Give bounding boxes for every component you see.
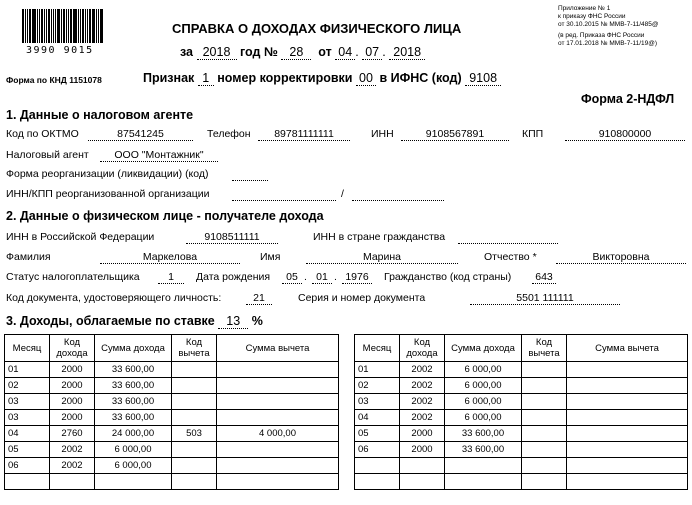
reorg-form-field [232, 168, 268, 181]
table-cell: 2000 [50, 378, 95, 394]
knd-code: Форма по КНД 1151078 [6, 75, 102, 85]
tax-agent-field: ООО "Монтажник" [100, 149, 218, 162]
table-cell: 01 [355, 362, 400, 378]
reorg-inn-label: ИНН/КПП реорганизованной организации [6, 188, 210, 200]
doc-series-label: Серия и номер документа [298, 292, 426, 304]
table-row [355, 458, 688, 474]
day-field: 04 [335, 45, 355, 60]
dot-2: . [382, 45, 386, 59]
status-label: Статус налогоплательщика [6, 271, 140, 283]
table-cell: 02 [355, 378, 400, 394]
table-cell [217, 362, 339, 378]
table-row [355, 362, 688, 378]
col-income-code: Код дохода [50, 335, 95, 362]
oktmo-label: Код по ОКТМО [6, 128, 79, 140]
table-cell: 06 [355, 442, 400, 458]
note-line-1: Приложение № 1 [558, 5, 611, 12]
table-cell [522, 362, 567, 378]
table-cell [172, 394, 217, 410]
doc-code-field: 21 [246, 292, 272, 305]
col-deduction-sum: Сумма вычета [567, 335, 688, 362]
barcode [22, 9, 104, 56]
table-cell [445, 458, 522, 474]
note-line-5: от 17.01.2018 № ММВ-7-11/19@) [558, 40, 658, 47]
birth-dot-1: . [304, 271, 307, 283]
table-cell [567, 458, 688, 474]
table-cell: 2000 [400, 426, 445, 442]
table-cell: 05 [5, 442, 50, 458]
tax-agent-label: Налоговый агент [6, 149, 89, 161]
table-cell [95, 474, 172, 490]
table-cell [172, 410, 217, 426]
table-cell [172, 474, 217, 490]
reorg-slash: / [341, 188, 344, 200]
inn-rf-field: 9108511111 [186, 231, 278, 244]
table-cell: 2002 [50, 442, 95, 458]
table-cell [522, 394, 567, 410]
number-field: 28 [281, 45, 311, 60]
col-deduction-sum: Сумма вычета [217, 335, 339, 362]
citizenship-field: 643 [532, 271, 556, 284]
table-cell: 6 000,00 [445, 394, 522, 410]
table-cell [172, 378, 217, 394]
table-cell [522, 458, 567, 474]
section-3-title [6, 314, 263, 329]
table-cell: 04 [355, 410, 400, 426]
priznak-line [143, 71, 501, 86]
col-income-sum: Сумма дохода [445, 335, 522, 362]
form-name: Форма 2-НДФЛ [581, 92, 675, 106]
table-cell: 06 [5, 458, 50, 474]
status-field: 1 [158, 271, 184, 284]
citizenship-label: Гражданство (код страны) [384, 271, 512, 283]
table-cell [567, 426, 688, 442]
table-row [355, 474, 688, 490]
date-year-field: 2018 [389, 45, 425, 60]
table-cell: 33 600,00 [445, 426, 522, 442]
table-cell [217, 378, 339, 394]
za-label: за [180, 45, 194, 59]
table-cell: 503 [172, 426, 217, 442]
table-cell: 33 600,00 [95, 378, 172, 394]
section-1-title: 1. Данные о налоговом агенте [6, 108, 194, 122]
table-cell [522, 378, 567, 394]
table-cell: 04 [5, 426, 50, 442]
priznak-label: Признак [143, 71, 195, 85]
ifns-label: в ИФНС (код) [379, 71, 462, 85]
table-cell: 2000 [50, 394, 95, 410]
col-month: Месяц [355, 335, 400, 362]
table-row [5, 474, 339, 490]
birth-year-field: 1976 [342, 271, 372, 284]
table-cell: 2002 [50, 458, 95, 474]
table-cell [172, 458, 217, 474]
table-row [355, 394, 688, 410]
section-2-title: 2. Данные о физическом лице - получателе дохода [6, 209, 324, 223]
col-income-code: Код дохода [400, 335, 445, 362]
table-cell [355, 474, 400, 490]
income-table-right [354, 334, 688, 490]
table-row [5, 362, 339, 378]
table-cell [217, 394, 339, 410]
inn-rf-label: ИНН в Российской Федерации [6, 231, 155, 243]
table-cell: 6 000,00 [445, 410, 522, 426]
table-cell: 2760 [50, 426, 95, 442]
table-cell: 24 000,00 [95, 426, 172, 442]
reorg-kpp-field [352, 188, 444, 201]
doc-series-field: 5501 111111 [470, 292, 620, 305]
table-cell [400, 474, 445, 490]
patronymic-field: Викторовна [556, 251, 686, 264]
table-row [5, 426, 339, 442]
patronymic-label: Отчество * [484, 251, 537, 263]
table-row [5, 378, 339, 394]
table-cell [567, 394, 688, 410]
table-header-row [5, 335, 339, 362]
surname-label: Фамилия [6, 251, 51, 263]
table-cell: 2002 [400, 362, 445, 378]
percent-sign: % [251, 314, 263, 328]
col-income-sum: Сумма дохода [95, 335, 172, 362]
agent-inn-field: 9108567891 [401, 128, 509, 141]
table-cell [217, 458, 339, 474]
table-cell: 2000 [50, 362, 95, 378]
table-cell: 33 600,00 [95, 410, 172, 426]
table-cell [567, 362, 688, 378]
table-cell [217, 474, 339, 490]
table-cell: 2002 [400, 410, 445, 426]
table-cell: 02 [5, 378, 50, 394]
table-cell: 33 600,00 [445, 442, 522, 458]
rate-field: 13 [218, 314, 248, 329]
table-cell: 6 000,00 [445, 378, 522, 394]
table-cell: 4 000,00 [217, 426, 339, 442]
inn-country-label: ИНН в стране гражданства [313, 231, 446, 243]
table-cell: 2000 [50, 410, 95, 426]
table-row [355, 410, 688, 426]
table-row [355, 442, 688, 458]
inn-country-field [458, 231, 558, 244]
note-line-2: к приказу ФНС России [558, 13, 626, 20]
table-cell [567, 410, 688, 426]
birth-month-field: 01 [312, 271, 332, 284]
table-cell [400, 458, 445, 474]
korr-label: номер корректировки [217, 71, 353, 85]
period-line [180, 45, 425, 60]
god-no-label: год № [239, 45, 278, 59]
oktmo-field: 87541245 [88, 128, 193, 141]
table-cell [172, 362, 217, 378]
ot-label: от [318, 45, 332, 59]
table-cell: 33 600,00 [95, 394, 172, 410]
table-row [355, 378, 688, 394]
table-cell [217, 410, 339, 426]
name-field: Марина [306, 251, 458, 264]
col-deduction-code: Код вычета [522, 335, 567, 362]
reorg-form-label: Форма реорганизации (ликвидации) (код) [6, 168, 209, 180]
surname-field: Маркелова [100, 251, 240, 264]
note-line-3: от 30.10.2015 № ММВ-7-11/485@ [558, 21, 659, 28]
birth-label: Дата рождения [196, 271, 271, 283]
month-field: 07 [362, 45, 382, 60]
birth-dot-2: . [334, 271, 337, 283]
name-label: Имя [260, 251, 281, 263]
table-cell [445, 474, 522, 490]
dot-1: . [355, 45, 359, 59]
table-cell [355, 458, 400, 474]
col-month: Месяц [5, 335, 50, 362]
form-title: СПРАВКА О ДОХОДАХ ФИЗИЧЕСКОГО ЛИЦА [172, 21, 462, 36]
table-row [5, 394, 339, 410]
reorg-inn-field [232, 188, 336, 201]
phone-label: Телефон [207, 128, 251, 140]
kpp-field: 910800000 [565, 128, 685, 141]
income-table-left [4, 334, 339, 490]
table-row [355, 426, 688, 442]
table-cell [567, 442, 688, 458]
table-cell: 01 [5, 362, 50, 378]
barcode-number: 3990 9015 [26, 45, 94, 56]
table-cell: 33 600,00 [95, 362, 172, 378]
priznak-field: 1 [198, 71, 214, 86]
table-cell: 03 [5, 410, 50, 426]
kpp-label: КПП [522, 128, 544, 140]
korr-field: 00 [356, 71, 376, 86]
table-cell [522, 442, 567, 458]
ifns-field: 9108 [465, 71, 501, 86]
table-cell: 6 000,00 [95, 442, 172, 458]
table-header-row [355, 335, 688, 362]
table-row [5, 442, 339, 458]
table-cell [567, 378, 688, 394]
section-3-label: 3. Доходы, облагаемые по ставке [6, 314, 215, 328]
col-deduction-code: Код вычета [172, 335, 217, 362]
table-cell [172, 442, 217, 458]
table-cell: 05 [355, 426, 400, 442]
table-row [5, 410, 339, 426]
appendix-note [558, 5, 658, 48]
year-field: 2018 [197, 45, 237, 60]
table-cell: 03 [355, 394, 400, 410]
table-cell [217, 442, 339, 458]
table-row [5, 458, 339, 474]
table-cell: 2002 [400, 378, 445, 394]
barcode-bars [22, 9, 104, 43]
table-cell: 6 000,00 [95, 458, 172, 474]
table-cell: 2000 [400, 442, 445, 458]
phone-field: 89781111111 [258, 128, 350, 141]
table-cell: 2002 [400, 394, 445, 410]
table-cell: 03 [5, 394, 50, 410]
table-cell [522, 426, 567, 442]
table-cell [522, 410, 567, 426]
table-cell [567, 474, 688, 490]
note-line-4: (в ред. Приказа ФНС России [558, 32, 645, 39]
birth-day-field: 05 [282, 271, 302, 284]
table-cell [50, 474, 95, 490]
agent-inn-label: ИНН [371, 128, 394, 140]
table-cell [522, 474, 567, 490]
table-cell [5, 474, 50, 490]
table-cell: 6 000,00 [445, 362, 522, 378]
doc-code-label: Код документа, удостоверяющего личность: [6, 292, 222, 304]
